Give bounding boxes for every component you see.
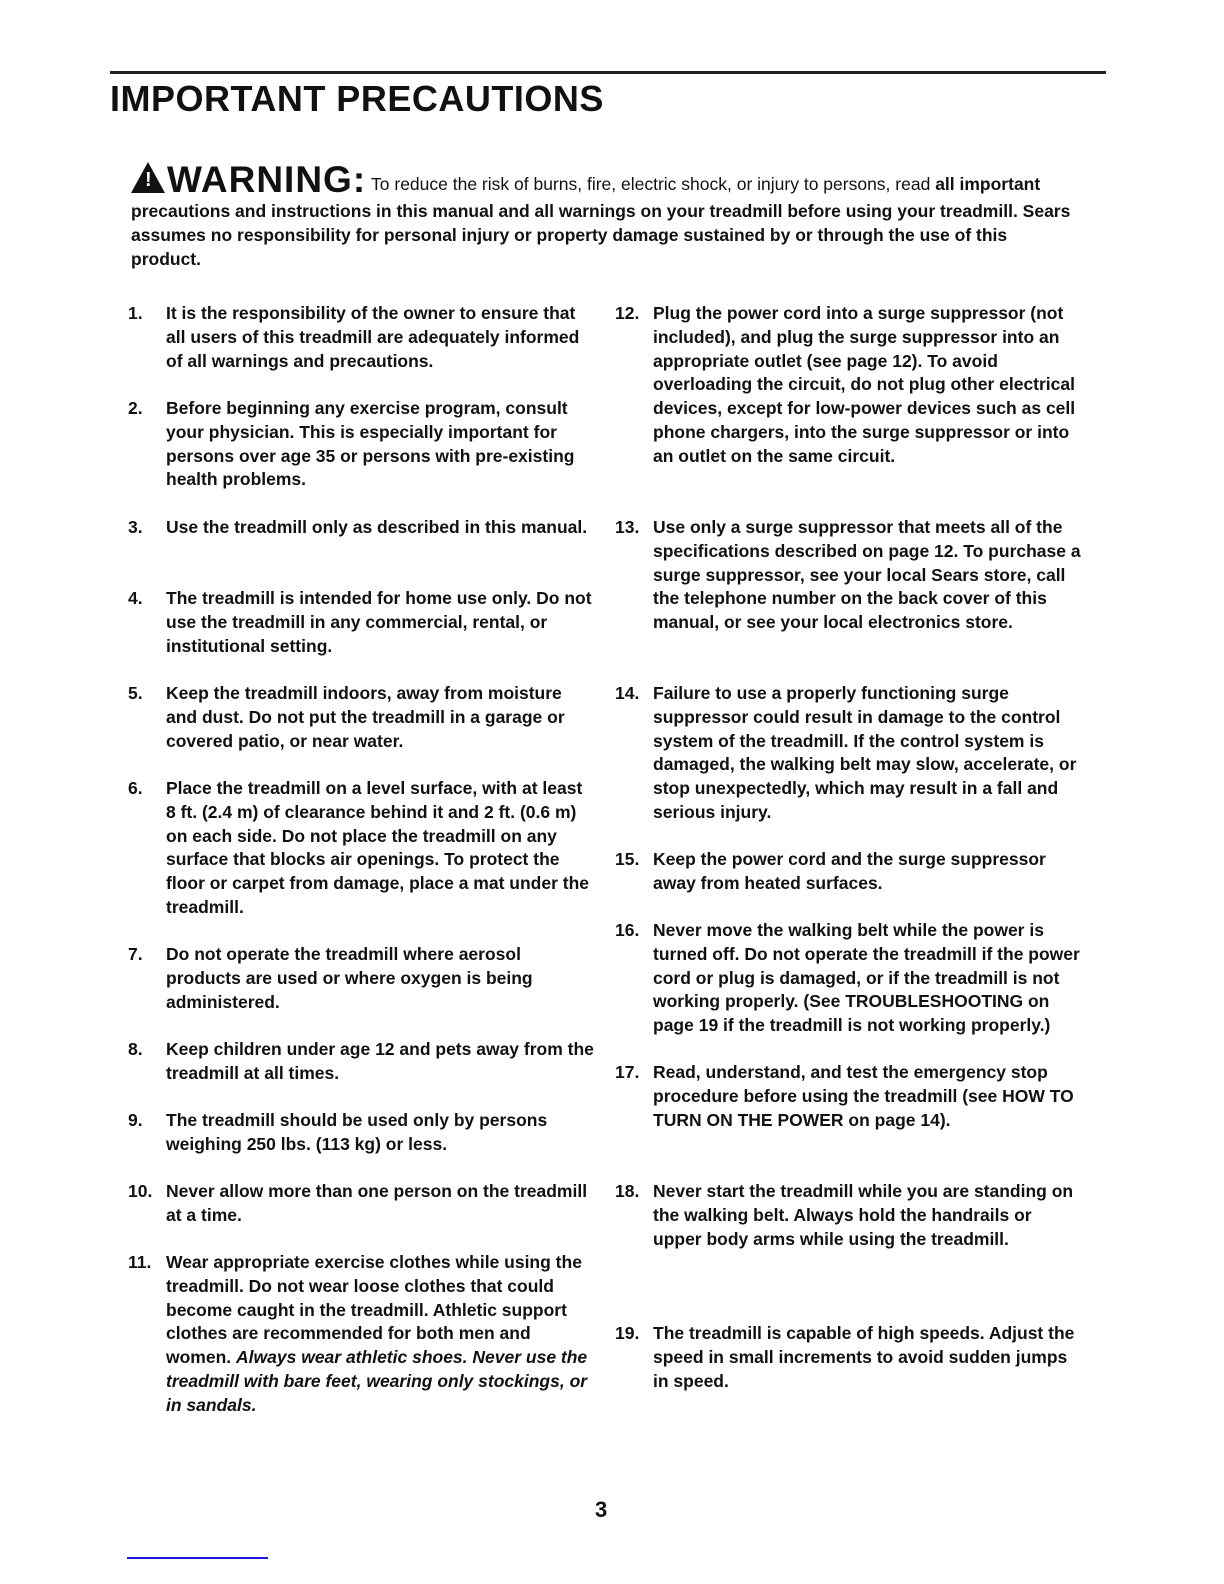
precaution-item	[128, 587, 596, 658]
item-text: Never allow more than one person on the treadmill at a time.	[166, 1181, 588, 1225]
item-number: 15.	[615, 849, 640, 869]
item-number: 14.	[615, 683, 640, 703]
item-text: It is the responsibility of the owner to ensure that all users of this treadmill are adequately informed of all warnings and precautions.	[166, 303, 580, 371]
item-text: The treadmill is capable of high speeds. Adjust the speed in small increments to avoid sudden jumps in speed.	[653, 1323, 1075, 1391]
item-number: 10.	[128, 1181, 153, 1201]
item-text: Plug the power cord into a surge suppressor (not included), and plug the surge suppressor into an appropriate outlet (see page 12). To avoid overloading the circuit, do not plug other electrical devices, except for low-power devices such as cell phone chargers, into the surge suppressor or into an outlet on the same circuit.	[653, 303, 1076, 466]
item-number: 17.	[615, 1062, 640, 1082]
precaution-item	[615, 848, 1083, 896]
precaution-item	[128, 302, 596, 373]
item-number: 5.	[128, 683, 143, 703]
item-text: Never move the walking belt while the power is turned off. Do not operate the treadmill if the power cord or plug is damaged, or if the treadmill is not working properly. (See TROUBLESHOOTING on page 19 if the treadmill is not working properly.)	[653, 920, 1080, 1036]
page-title: IMPORTANT PRECAUTIONS	[110, 78, 604, 119]
precaution-item	[128, 682, 596, 753]
precaution-item	[615, 682, 1083, 825]
warning-label: WARNING:	[167, 159, 367, 200]
precaution-item	[615, 302, 1083, 469]
item-text: Use only a surge suppressor that meets all of the specifications described on page 12. To purchase a surge suppressor, see your local Sears store, call the telephone number on the back cover of this manual, or see your local electronics store.	[653, 517, 1081, 633]
precaution-item	[128, 1180, 596, 1228]
precaution-item	[128, 1251, 596, 1418]
item-number: 11.	[128, 1252, 152, 1272]
item-text: Read, understand, and test the emergency stop procedure before using the treadmill (see HOW TO TURN ON THE POWER on page 14).	[653, 1062, 1074, 1130]
item-number: 12.	[615, 303, 640, 323]
warning-lead: To reduce the risk of burns, fire, electric shock, or injury to persons, read	[371, 174, 931, 194]
item-text: Do not operate the treadmill where aerosol products are used or where oxygen is being administered.	[166, 944, 533, 1012]
precaution-item	[128, 397, 596, 492]
item-text: Keep the power cord and the surge suppressor away from heated surfaces.	[653, 849, 1046, 893]
precaution-item	[128, 1038, 596, 1086]
item-text: Wear appropriate exercise clothes while using the treadmill. Do not wear loose clothes that could become caught in the treadmill. Athletic support clothes are recommended for both men and women.	[166, 1252, 582, 1368]
item-number: 16.	[615, 920, 640, 940]
precaution-item	[615, 1061, 1083, 1132]
precaution-item	[615, 1322, 1083, 1393]
item-number: 4.	[128, 588, 143, 608]
item-text: The treadmill is intended for home use only. Do not use the treadmill in any commercial, rental, or institutional setting.	[166, 588, 592, 656]
precaution-item	[615, 1180, 1083, 1251]
precaution-item	[615, 516, 1083, 635]
warning-block	[131, 160, 1071, 271]
item-number: 9.	[128, 1110, 143, 1130]
item-text: Place the treadmill on a level surface, with at least 8 ft. (2.4 m) of clearance behind it and 2 ft. (0.6 m) on each side. Do not place the treadmill on any surface that blocks air openings. To protect the floor or carpet from damage, place a mat under the treadmill.	[166, 778, 590, 917]
item-number: 18.	[615, 1181, 640, 1201]
item-text: Use the treadmill only as described in this manual.	[166, 517, 588, 537]
item-number: 19.	[615, 1323, 640, 1343]
item-number: 1.	[128, 303, 143, 323]
item-text: Never start the treadmill while you are standing on the walking belt. Always hold the handrails or upper body arms while using the treadmill.	[653, 1181, 1074, 1249]
precaution-item	[128, 1109, 596, 1157]
precaution-item	[128, 516, 596, 540]
item-text: Keep children under age 12 and pets away from the treadmill at all times.	[166, 1039, 594, 1083]
item-number: 7.	[128, 944, 143, 964]
footer-link-line	[127, 1557, 268, 1559]
warning-text: all important precautions and instructions in this manual and all warnings on your treadmill before using your treadmill. Sears assumes no responsibility for personal injury or property damage sustained by or through the use of this product.	[131, 174, 1071, 269]
item-number: 8.	[128, 1039, 143, 1059]
precaution-item	[128, 777, 596, 920]
item-italic-text: Always wear athletic shoes. Never use the treadmill with bare feet, wearing only stockings, or in sandals.	[166, 1347, 588, 1415]
item-number: 13.	[615, 517, 640, 537]
warning-triangle-icon: !	[131, 162, 165, 193]
item-number: 3.	[128, 517, 143, 537]
precaution-item	[128, 943, 596, 1014]
item-text: Failure to use a properly functioning surge suppressor could result in damage to the control system of the treadmill. If the control system is damaged, the walking belt may slow, accelerate, or stop unexpectedly, which may result in a fall and serious injury.	[653, 683, 1077, 822]
page-number: 3	[595, 1497, 608, 1522]
header-rule	[110, 71, 1106, 74]
item-text: Keep the treadmill indoors, away from moisture and dust. Do not put the treadmill in a garage or covered patio, or near water.	[166, 683, 565, 751]
item-number: 2.	[128, 398, 143, 418]
precaution-item	[615, 919, 1083, 1038]
item-number: 6.	[128, 778, 143, 798]
item-text: Before beginning any exercise program, consult your physician. This is especially important for persons over age 35 or persons with pre-existing health problems.	[166, 398, 575, 490]
item-text: The treadmill should be used only by persons weighing 250 lbs. (113 kg) or less.	[166, 1110, 548, 1154]
